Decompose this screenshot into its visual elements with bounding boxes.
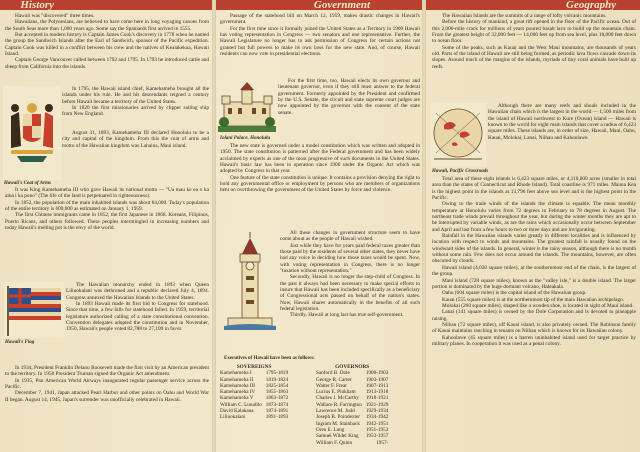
governor-row-name: Sanford B. Dole: [316, 370, 350, 377]
sovereign-row-years: 1819-1824: [265, 376, 289, 383]
governor-row-years: 1921-1929: [365, 401, 389, 408]
governor-row-years: 1903-1907: [365, 376, 389, 383]
geography-paragraph: Hawaii island (4,030 square miles), at the southernmost end of the chain, is the largest of the group.: [432, 264, 636, 278]
governor-row-name: Lawrence M. Judd: [316, 408, 355, 415]
sovereign-row-name: David Kalakaua: [220, 408, 254, 415]
sovereign-row-years: 1795-1819: [265, 370, 289, 377]
governor-row-years: 1942-1951: [365, 420, 389, 427]
sovereign-row-years: 1863-1872: [265, 395, 289, 402]
sovereigns-table: [218, 364, 290, 421]
executives-caption: Executives of Hawaii have been as follows:: [224, 356, 315, 361]
government-paragraph: For the first time since it formally joined the United States as a Territory in 1900 Hawaii has voting representation in Congress — two senators and one representative. Further, the Hawaii Legislature no longer has to ask permission of Congress for certain actions not granted but full powers to make its own laws for the new state. And, of course, Hawaii residents can now vote in presidential elections.: [220, 25, 420, 58]
header-history: History: [0, 0, 212, 10]
history-paragraph: Hawaii was "discovered" three times.: [15, 13, 95, 19]
governor-row-name: Wallace R. Farrington: [316, 401, 362, 408]
sovereign-row-years: 1873-1874: [265, 401, 289, 408]
governor-row-name: George R. Carter: [316, 376, 352, 383]
sovereign-row-name: Kamehameha IV: [220, 389, 256, 396]
geography-paragraph: Molokai (260 square miles), shaped like a wooden shoe, is located in sight of Maui island.: [442, 302, 634, 309]
history-paragraph: December 7, 1941, Japan attacked Pearl Harbor and other points on Oahu and World War II began. August 14, 1945, Japan's surrender was unofficially celebrated in Hawaii.: [5, 390, 209, 403]
history-paragraph: In 1893 Hawaii made its first bid to Congress for statehood. Since that time, a few bills for statehood failed. In 1959, territorial legislature authorized calling of a state constitutional convention. Convention delegates adopted the constitution and in November, 1950, Hawaii's people voted 82,788 to 27,109 in favor.: [66, 301, 209, 333]
governor-row-name: Ingram M. Stainback: [316, 420, 360, 427]
history-paragraph: Captain George Vancouver called between 1792 and 1795. In 1793 he introduced cattle and sheep from California into the islands.: [5, 57, 209, 70]
governor-row-years: 1953-1957: [365, 433, 389, 440]
governors-table: [314, 364, 390, 446]
governor-row-name: Charles J. McCarthy: [316, 395, 359, 402]
sovereign-row-years: 1855-1863: [265, 389, 289, 396]
governor-row-name: Walter F. Frear: [316, 382, 347, 389]
sovereign-row-name: Kamehameha II: [220, 376, 254, 383]
history-paragraph: In 1795, the Hawaii island chief, Kamehameha brought all the islands under his rule. He and his descendants reigned a century before Hawaii became a territory of the United States.: [62, 86, 209, 105]
government-paragraph: For the first time, too, Hawaii elects its own governor and lieutenant governor, even if they still must answer to the federal government. Formerly appointed by the President and confirmed by the U.S. Senate, the circuit and state supreme court judges are now appointed by the governor with the consent of the state senate.: [278, 78, 420, 116]
flag-caption: Hawaii's Flag: [5, 340, 35, 345]
government-paragraph: Secondly, Hawaii is no longer the step-child of Congress. In the past it always had been necessary to make special efforts to insure that Hawaii has been included specifically as a beneficiary of Congressional acts passed on behalf of the nation's states. Now, Hawaii shares automatically in the benefits of all such federal legislation.: [280, 274, 420, 313]
history-paragraph: In 1935, Pan American World Airways inaugurated regular passenger service across the Pacific.: [5, 377, 209, 391]
government-paragraph: One feature of the state constitution is unique. It contains a provision denying the right to hold any governmental office or employment by persons who are members of organizations bent on overthrowing the government of the United States by force and violence.: [220, 174, 420, 194]
history-paragraph: In 1820 the first missionaries arrived by clipper sailing ship from New England.: [62, 105, 209, 118]
geography-paragraph: Rainfall in the Hawaiian islands varies greatly in different localities and is influenced by location with respect to winds and mountains. The greatest rainfall is usually found on the windward sides of the islands. In general, winter is the rainy season, although there is no month without some rain. Few does not occur around the islands. The mountains, however, are often obscured by clouds.: [432, 233, 636, 265]
coat-of-arms-caption: Hawaii's Coat of Arms: [4, 181, 51, 186]
sovereign-row-years: 1891-1893: [265, 414, 289, 421]
governor-row-name: William F. Quinn: [316, 439, 353, 446]
crossroads-caption: Hawaii, Pacific Crossroads: [432, 169, 489, 174]
government-paragraph: The new state is governed under a model constitution which was written and adopted in 1950. The state constitution is patterned after the Federal government and has been widely acclaimed by experts as one of the most progressive of such documents in the United States. Hawaii's basic law has been in operation since 1900 under the Organic Act which was adopted by Congress in that year.: [220, 143, 420, 175]
governor-row-years: 1929-1934: [365, 408, 389, 415]
governor-row: [314, 440, 390, 446]
governors-heading: GOVERNORS: [335, 364, 370, 370]
hawaii-flag-illustration: [4, 282, 64, 338]
header-government: Government: [216, 0, 422, 10]
sovereign-row-name: William C. Lunalilo: [220, 401, 262, 408]
government-paragraph: Just while they have for years paid federal taxes greater than those paid by the residents of several other states, they never have had any voice in deciding how those taxes would be spent. Now, with voting representation in Congress, there is no longer "taxation without representation.": [280, 242, 420, 275]
geography-paragraph: The Hawaiian Islands are the summits of a range of lofty volcanic mountains.: [442, 13, 607, 19]
governor-row-name: Oren E. Long: [316, 426, 345, 433]
history-paragraph: But accepted in modern history is Captain James Cook's discovery in 1778 when he named the group the Sandwich Islands after the Earl of Sandwich, sponsor of the Pacific expedition. Captain Cook was killed in a conflict between his crew and the natives of Kealakekua, Hawaii Island.: [5, 32, 209, 58]
history-paragraph: In 1934, President Franklin Delano Roosevelt made the first visit by an American president to the territory. In 1950 President Truman signed the Organic Act amendment.: [5, 365, 209, 378]
sovereign-row-name: Kamehameha III: [220, 382, 255, 389]
aloha-tower-illustration: [222, 230, 278, 330]
geography-paragraph: Total area of these eight islands is 6,423 square miles, or 4,110,000 acres (smaller in total area than the states of Connecticut and Rhode Island). Total coastline is 971 miles. Mauna Kea is the highest point in the islands at 13,796 feet above sea level and is the highest point in the Pacific.: [432, 176, 636, 202]
history-paragraph: August 31, 1893, Kamehameha III declared Honolulu to be a city and capital of the kingdom. From this the coat of arms and motto of the Hawaiian kingdom was Lahaina, Maui island.: [62, 130, 209, 149]
governor-row-years: 1918-1921: [365, 395, 389, 402]
geography-paragraph: Although there are many reefs and shoals included in the Hawaiian chain which is the largest in the world — 1,500 miles from the island of Hawaii northwest to Kure (Ocean) island — Hawaii is known to the world for eight main islands that cover a radius of 6,423 square miles. These islands are, in order of size, Hawaii, Maui, Oahu, Kauai, Molokai, Lanai, Niihau and Kahoolawe.: [488, 103, 636, 141]
government-column: [216, 0, 422, 452]
history-paragraph: The first Chinese immigrants came in 1852, the first Japanese in 1868. Koreans, Filipinos, Puerto Ricans, and others followed. These peoples intermingled in increasing numbers and today Hawaii's melting pot is the envy of the world.: [5, 212, 209, 232]
governor-row-years: 1934-1942: [365, 414, 389, 421]
governor-row-years: 1900-1903: [365, 370, 389, 377]
governor-row-years: 1913-1918: [365, 389, 389, 396]
sovereign-row-name: Kamehameha V: [220, 395, 254, 402]
sovereigns-heading: SOVEREIGNS: [236, 364, 272, 370]
governor-row-years: 1951-1953: [365, 426, 389, 433]
palace-caption: Iolani Palace, Honolulu: [220, 136, 271, 141]
geography-paragraph: Before the history of mankind, a great rift opened in the floor of the Pacific ocean. Out of this 2,000-mile crack for millions of years poured basalt lava to build up the mountain chain. From the greatest height of 32,000 feet — 14,000 feet up from sea level, plus 18,000 feet down to ocean floor.: [432, 19, 636, 45]
governor-row: [314, 395, 390, 401]
sovereign-row-years: 1825-1854: [265, 382, 289, 389]
sovereign-row-years: 1874-1891: [265, 408, 289, 415]
pacific-crossroads-illustration: [430, 103, 486, 167]
geography-paragraph: Owing to the trade winds of the islands the climate is equable. The mean monthly temperature at Honolulu varies from 72 degrees in February to 78 degrees in August. The northeast trade winds prevail throughout the year, but during the winter months they are apt to be interrupted by variable winds, as are the rains which occasionally occur between September and April and last from a few hours to two or three days and are invigorating.: [432, 201, 636, 233]
history-paragraph: In 1852, the population of the main inhabited islands was about 84,000. Today's population of the entire territory is 600,000 as estimated on January 1, 1959.: [5, 199, 209, 213]
history-paragraph: It was King Kamehameha III who gave Hawaii its national motto — "Ua mau ke ea o ka aina i ka pono" (The life of the land is perpetuated in righteousness).: [5, 187, 209, 200]
governor-row: [314, 433, 390, 439]
geography-paragraph: Oahu (604 square miles) is the capital island of the Hawaiian group.: [442, 290, 587, 297]
geography-paragraph: Kauai (555 square miles) is at the northernmost tip of the main Hawaiian archipelago.: [442, 296, 625, 303]
governor-row: [314, 414, 390, 420]
sovereign-row-name: Liliuokalani: [220, 414, 246, 421]
iolani-palace-illustration: [218, 78, 276, 134]
government-paragraph: Thirdly, Hawaii at long last has true self-government.: [290, 312, 404, 319]
governor-row-years: 1907-1913: [365, 382, 389, 389]
sovereign-row-name: Kamehameha I: [220, 370, 252, 377]
governor-row-name: Joseph B. Poindexter: [316, 414, 360, 421]
geography-paragraph: Kahoolawe (45 square miles) is a barren uninhabited island used for target practice by military planes. In cooperation it was used as a penal colony.: [432, 334, 636, 347]
governor-row-years: 1957-: [376, 439, 389, 446]
governor-row-name: Lucius E. Pinkham: [316, 389, 356, 396]
geography-column: [426, 0, 640, 452]
header-geography: Geography: [426, 0, 640, 10]
government-paragraph: Passage of the statehood bill on March 12, 1959, makes drastic changes in Hawaii's government.: [220, 13, 420, 26]
history-paragraph: Hawaiians, the Polynesians, are believed to have come here in long voyaging canoes from the South Seas more than 1,000 years ago. Some say the Spaniards first arrived in 1555.: [5, 19, 209, 32]
history-column: [0, 0, 212, 452]
geography-paragraph: Some of the peaks, such as Kauai and the West Maui mountains, are thousands of years old. Parts of the island of Hawaii are still being formed, as periodic lava flows cascade down its slopes. Around much of the margins of the islands, myriads of tiny coral animals have built up reefs.: [432, 44, 636, 70]
history-paragraph: The Hawaiian monarchy ended in 1893 when Queen Liliuokalani was dethroned and a republic declared July 4, 1894. Congress annexed the Hawaiian Islands to the United States.: [66, 282, 209, 301]
geography-paragraph: Maui island (728 square miles), known as the "valley isle," is a double island. The larger portion is dominated by the huge dormant volcano, Haleakala.: [432, 277, 636, 290]
government-paragraph: All these changes in government structure seem to have come about as the people of Hawaii wished.: [280, 230, 420, 243]
coat-of-arms-illustration: [3, 86, 61, 180]
geography-paragraph: Lanai (141 square miles) is owned by the Dole Corporation and is devoted to pineapple raising.: [432, 309, 636, 322]
governor-row-name: Samuel Wilder King: [316, 433, 359, 440]
geography-paragraph: Niihau (72 square miles), off Kauai island, is also privately owned. The Robinson family of Kauai maintains ranching in tenants on Niihau which is known for its Hawaiian colony.: [432, 321, 636, 335]
sovereign-row: [218, 414, 290, 420]
